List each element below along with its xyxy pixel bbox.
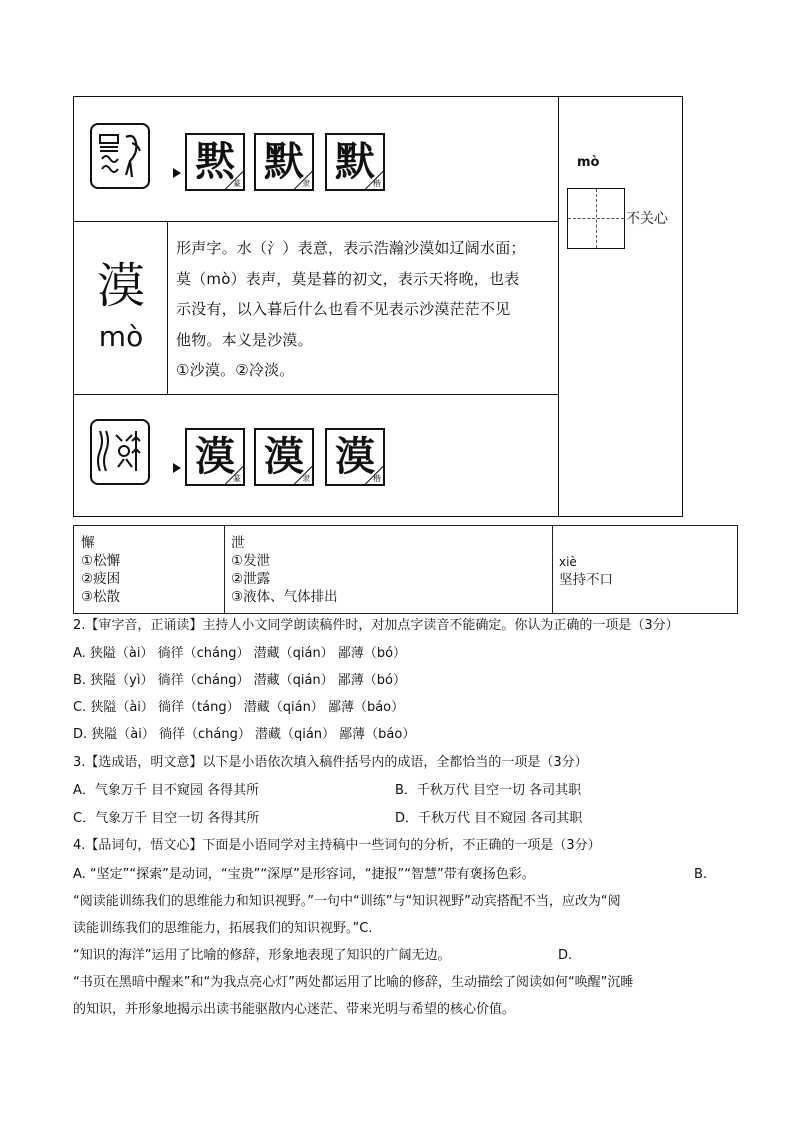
side-pinyin: mò [577,155,600,170]
table-cell [224,526,552,613]
glyph-char: 黙 [195,138,235,185]
question-4-line: 的知识，并形象地揭示出读书能驱散内心迷茫、带来光明与希望的核心价值。 [73,1002,516,1017]
question-4-line: 读能训练我们的思维能力，拓展我们的知识视野。”C. [73,921,373,936]
question-2-option-b[interactable]: B. 狭隘（yì） 徜徉（cháng） 潜藏（qián） 鄙薄（bó） [73,673,407,688]
cell-line: ②泄露 [231,571,271,587]
main-character: 漠 [96,258,145,314]
cell-line: ③液体、气体排出 [231,589,338,605]
side-phrase: 不关心 [626,211,668,227]
question-2-option-a[interactable]: A. 狭隘（ài） 徜徉（cháng） 潜藏（qián） 鄙薄（bó） [73,646,407,661]
oracle-seal-image [90,419,150,485]
definition-line: 示没有，以入暮后什么也看不见表示沙漠茫茫不见 [176,300,511,318]
glyph-regular-script [325,428,385,486]
glyph-char: 漠 [335,433,375,480]
card-divider [74,221,558,222]
glyph-style-label: 篆 [233,179,241,188]
glyph-char: 默 [264,138,304,185]
glyph-clerical-script [254,133,314,191]
definition-line: ①沙漠。②冷淡。 [176,361,295,379]
question-4-option-d-letter[interactable]: D. [558,948,573,963]
glyph-char: 漠 [264,433,304,480]
question-4-option-b-letter[interactable]: B. [694,867,708,882]
question-2-option-c[interactable]: C. 狭隘（ài） 徜徉（táng） 潜藏（qián） 鄙薄（báo） [73,700,405,715]
main-pinyin: mò [98,320,144,353]
definition-line: 他物。本义是沙漠。 [176,330,313,349]
question-4-line: “知识的海洋”运用了比喻的修辞，形象地表现了知识的广阔无边。 [73,948,451,963]
grid-guide-line [568,218,624,219]
glyph-seal-script [185,428,245,486]
cell-line: 懈 [81,535,95,551]
card-divider [558,97,559,516]
glyph-style-label: 隶 [302,474,310,483]
cell-line: xiè [559,555,577,569]
oracle-water-icon [92,421,148,483]
glyph-clerical-script [254,428,314,486]
question-3-stem: 3.【选成语，明文意】以下是小语依次填入稿件括号内的成语，全都恰当的一项是（3分） [73,755,588,770]
glyph-seal-script [185,133,245,191]
cell-line: ①发泄 [231,553,271,569]
table-cell [552,526,737,613]
cell-line: ①松懈 [81,553,121,569]
question-3-option-d[interactable]: D．千秋万代 目不窥园 各司其职 [395,811,583,826]
glyph-style-label: 楷 [373,179,381,188]
tianzige-box[interactable] [567,188,625,249]
glyph-style-label: 楷 [373,474,381,483]
table-cell [74,526,224,613]
definition-text [176,233,551,386]
question-3-option-c[interactable]: C．气象万千 目空一切 各得其所 [73,811,260,826]
glyph-style-label: 篆 [233,474,241,483]
arrow-right-icon [173,463,181,473]
definition-line: 莫（mò）表声，莫是暮的初文，表示天将晚，也表 [176,269,520,288]
glyph-style-label: 隶 [302,179,310,188]
question-2-stem: 2.【审字音，正诵读】主持人小文同学朗读稿件时，对加点字读音不能确定。你认为正确的一项是（3分） [73,618,679,633]
question-4-stem: 4.【品词句，悟文心】下面是小语同学对主持稿中一些词句的分析，不正确的一项是（3分） [73,838,601,853]
cell-line: ③松散 [81,589,121,605]
question-3-option-b[interactable]: B．千秋万代 目空一切 各司其职 [395,783,582,798]
arrow-right-icon [173,168,181,178]
oracle-seal-image [90,123,150,189]
question-4-option-a[interactable]: A. “坚定”“探索”是动词，“宝贵”“深厚”是形容词，“捷报”“智慧”带有褒扬色彩。 [73,867,535,882]
glyph-char: 漠 [195,433,235,480]
card-divider [74,394,558,395]
oracle-pictograph-icon [92,125,148,187]
question-4-line: “书页在黑暗中醒来”和“为我点亮心灯”两处都运用了比喻的修辞，生动描绘了阅读如何“唤醒”沉睡 [73,975,634,990]
meaning-table [73,525,738,614]
question-2-option-d[interactable]: D. 狭隘（ài） 徜徉（cháng） 潜藏（qián） 鄙薄（báo） [73,727,416,742]
cell-line: ②疲困 [81,571,121,587]
question-3-option-a[interactable]: A．气象万千 目不窥园 各得其所 [73,783,260,798]
glyph-char: 默 [335,138,375,185]
question-4-line: “阅读能训练我们的思维能力和知识视野。”一句中“训练”与“知识视野”动宾搭配不当，应改为“阅 [73,894,621,909]
cell-line: 坚持不口 [559,572,613,588]
card-divider [167,221,168,394]
glyph-regular-script [325,133,385,191]
cell-line: 泄 [231,535,245,551]
definition-line: 形声字。水（氵）表意，表示浩瀚沙漠如辽阔水面； [176,239,526,257]
